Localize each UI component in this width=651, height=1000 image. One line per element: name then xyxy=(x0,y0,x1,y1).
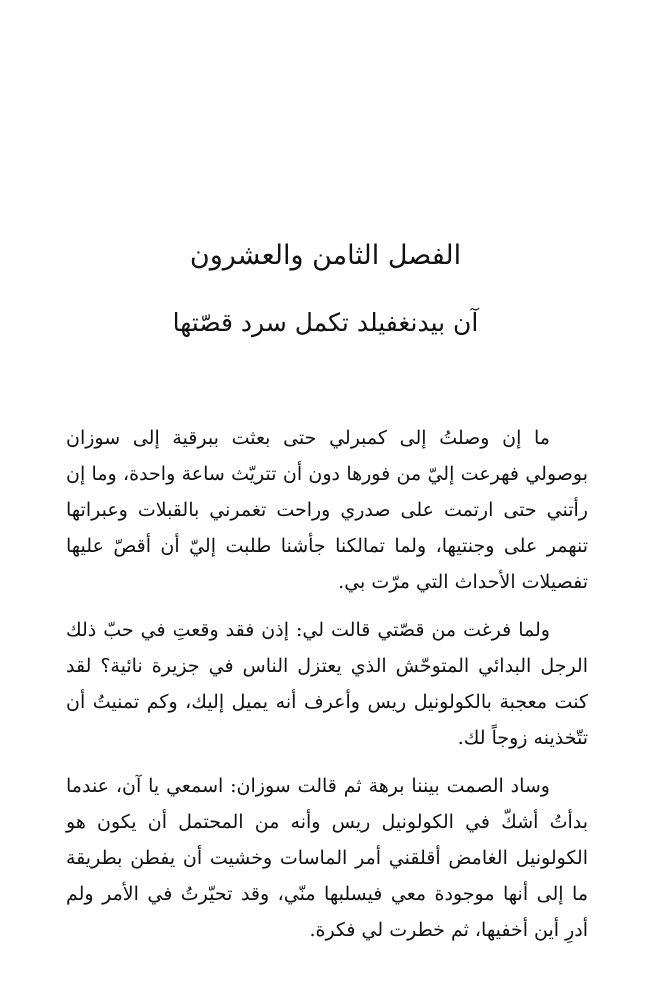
paragraph: وساد الصمت بيننا برهة ثم قالت سوزان: اسمعي يا آن، عندما بدأتُ أشكّ في الكولونيل ريس وأنه من المحتمل أن يكون هو الكولونيل الغامض أقلقني أمر الماسات وخشيت أن يفطن بطريقة ما إلى أنها موجودة معي فيسلبها منّي، وقد تحيّرتُ في الأمر ولم أدرِ أين أخفيها، ثم خطرت لي فكرة. xyxy=(66,775,588,941)
chapter-body xyxy=(66,420,588,960)
chapter-title: الفصل الثامن والعشرون xyxy=(189,240,462,271)
paragraph: ما إن وصلتُ إلى كمبرلي حتى بعثت ببرقية إلى سوزان بوصولي فهرعت إليّ من فورها دون أن تتريّث ساعة واحدة، وما إن رأتني حتى ارتمت على صدري وراحت تغمرني بالقبلات وعبراتها تنهمر على وجنتيها، ولما تمالكنا جأشنا طلبت إليّ أن أقصّ عليها تفصيلات الأحداث التي مرّت بي. xyxy=(66,427,588,593)
paragraph: ولما فرغت من قصّتي قالت لي: إذن فقد وقعتِ في حبّ ذلك الرجل البدائي المتوحّش الذي يعتزل الناس في جزيرة نائية؟ لقد كنت معجبة بالكولونيل ريس وأعرف أنه يميل إليك، وكم تمنيتُ أن تتّخذينه زوجاً لك. xyxy=(66,619,588,749)
chapter-subtitle: آن بيدنغفيلد تكمل سرد قصّتها xyxy=(172,308,479,337)
